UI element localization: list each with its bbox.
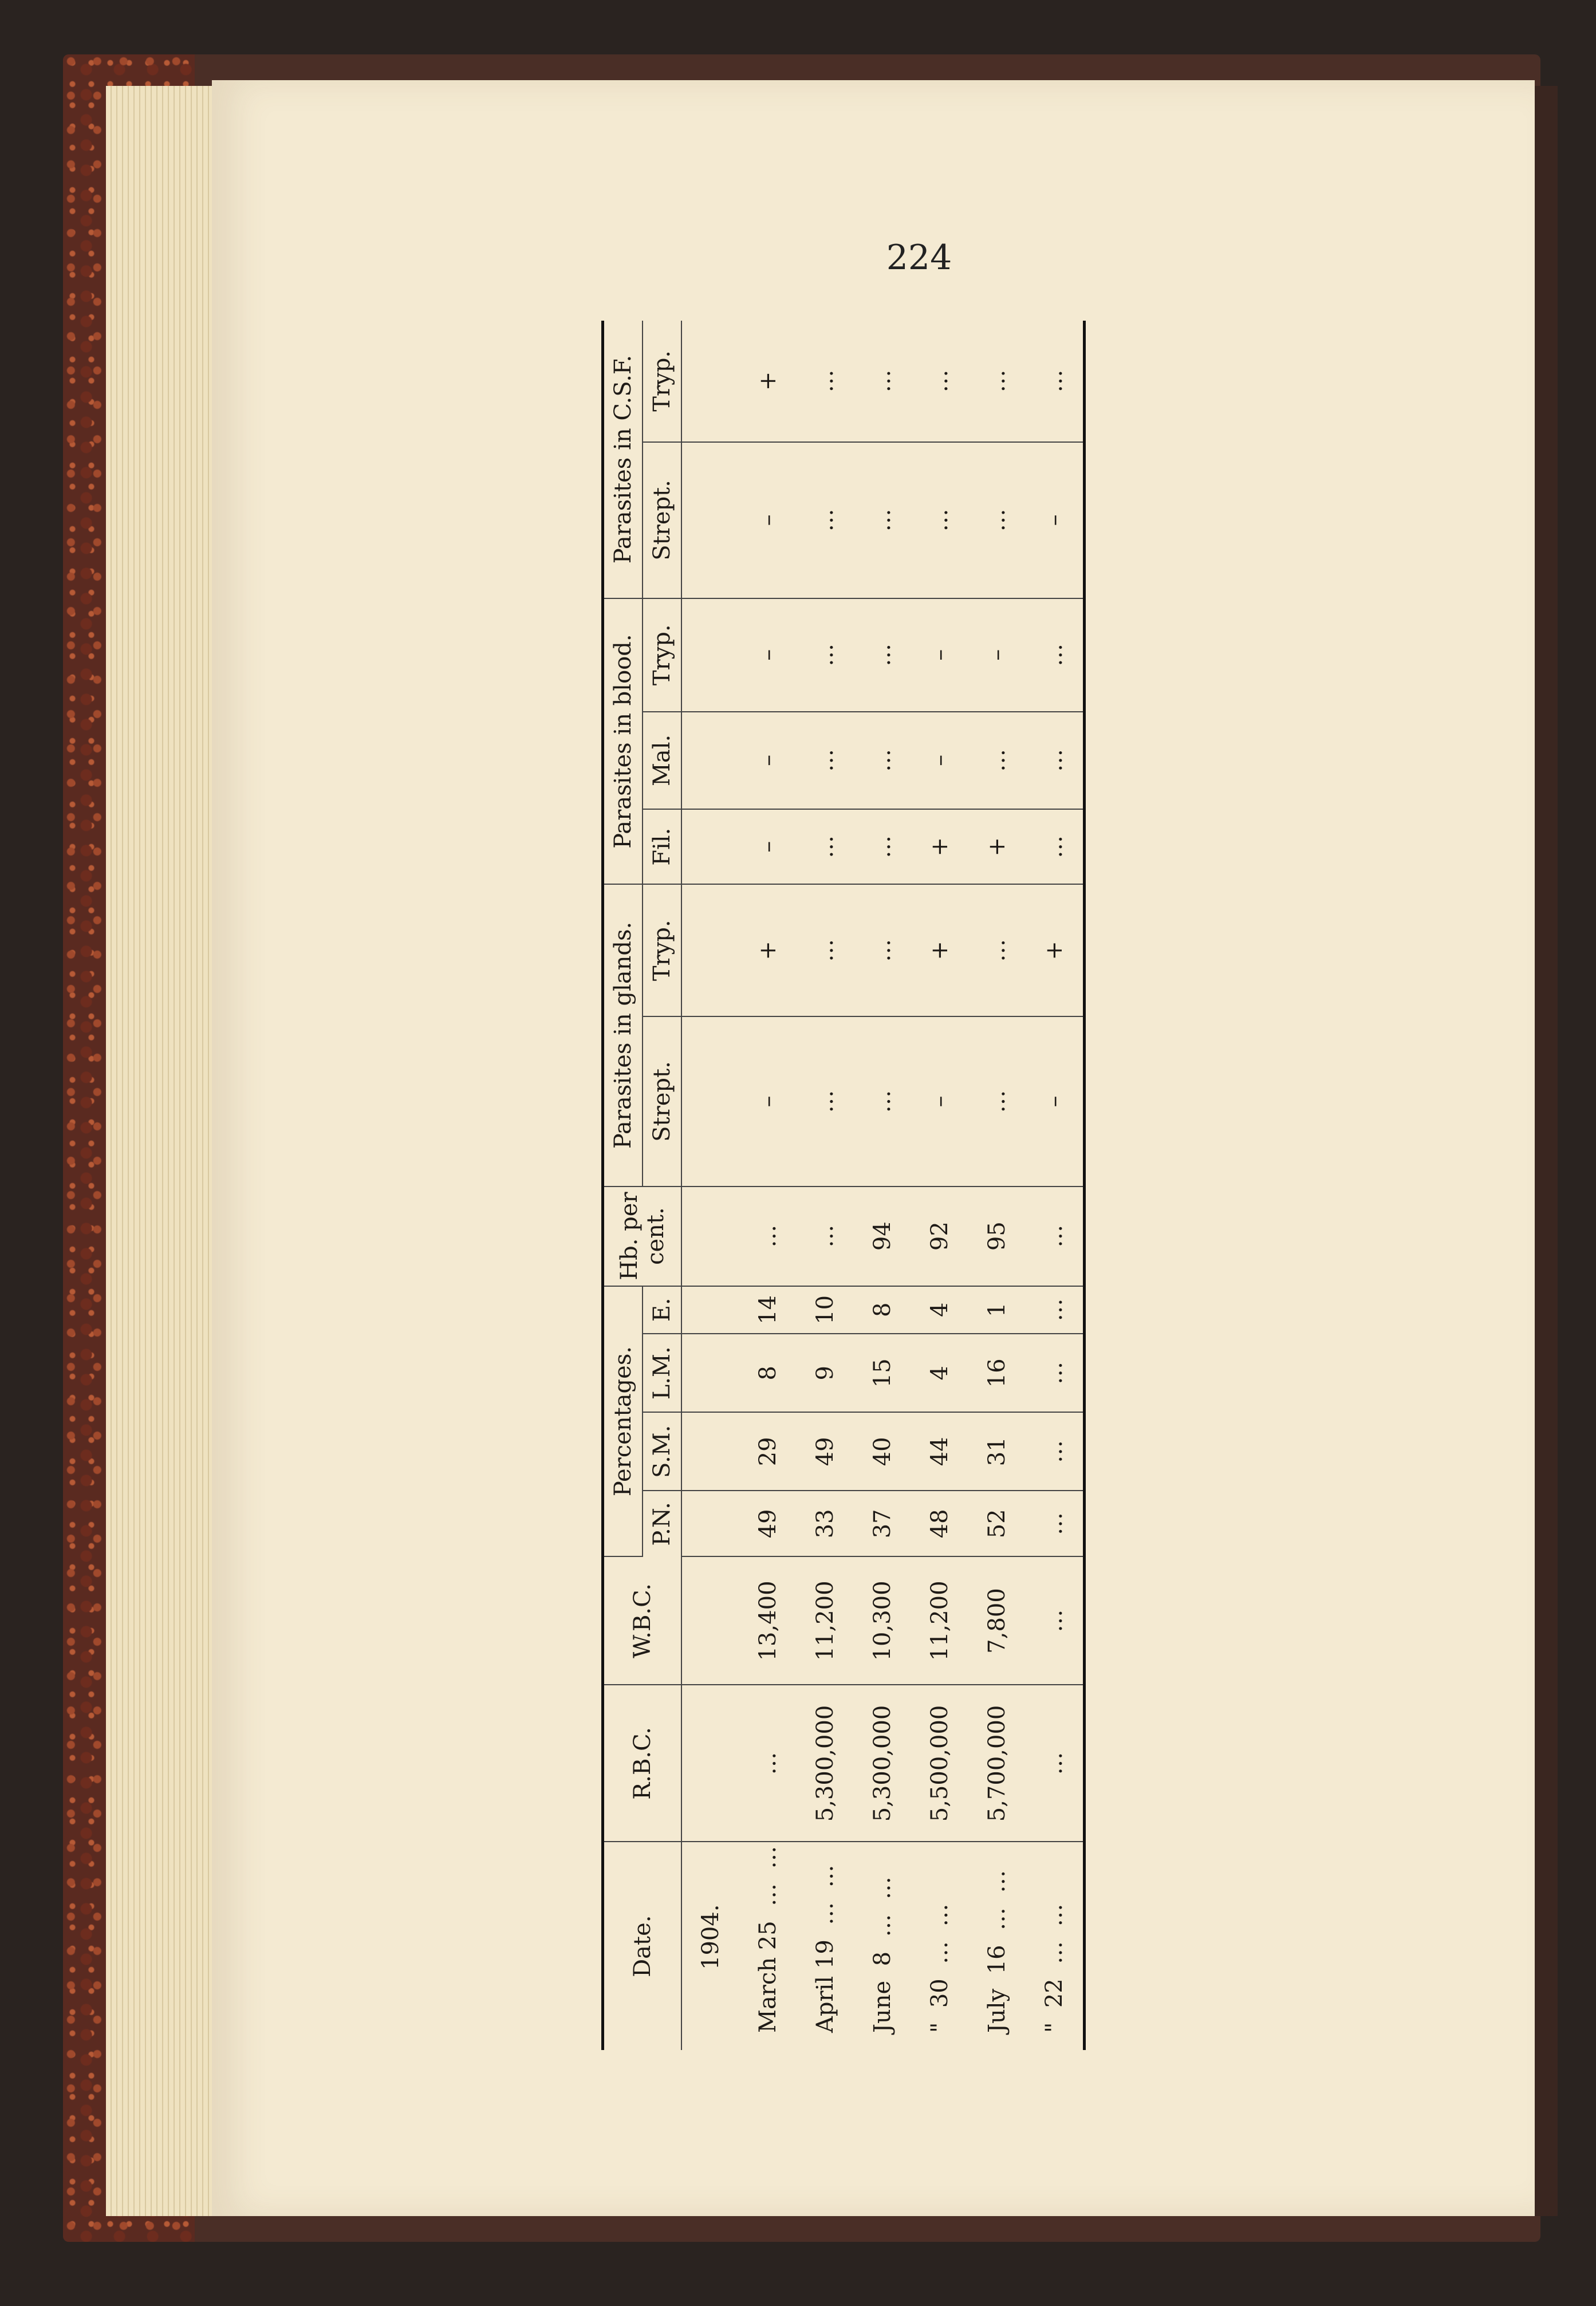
row-lm: 8 [739, 1334, 797, 1412]
header-wbc: W.B.C. [603, 1556, 682, 1685]
row-blood-fil: … [854, 809, 911, 884]
row-rbc: 5,700,000 [968, 1685, 1026, 1842]
row-pn: 37 [854, 1491, 911, 1556]
year-label: 1904. [697, 1904, 724, 1970]
row-blood-mal: … [854, 712, 911, 810]
row-blood-fil: + [968, 809, 1026, 884]
row-blood-fil: … [797, 809, 854, 884]
row-rbc: … [739, 1685, 797, 1842]
year-row [681, 321, 739, 2050]
row-csf-tryp: … [968, 321, 1026, 442]
row-hb: … [1026, 1186, 1085, 1286]
header-sm: S.M. [643, 1412, 681, 1491]
row-lm: 16 [968, 1334, 1026, 1412]
row-pn: 33 [797, 1491, 854, 1556]
header-rbc: R.B.C. [603, 1685, 682, 1842]
header-pn: P.N. [643, 1491, 681, 1556]
row-hb: … [797, 1186, 854, 1286]
row-pn: 48 [911, 1491, 968, 1556]
row-pn: … [1026, 1491, 1085, 1556]
row-date: March 25 … … [755, 1846, 781, 2033]
rotated-table-container [601, 321, 1237, 2050]
row-glands-strept: … [797, 1016, 854, 1186]
row-blood-fil: + [911, 809, 968, 884]
row-blood-mal: … [968, 712, 1026, 810]
row-wbc: 10,300 [854, 1556, 911, 1685]
page-number: 224 [886, 238, 952, 278]
table-row [911, 321, 968, 2050]
row-glands-tryp: … [854, 884, 911, 1016]
table-row [739, 321, 797, 2050]
table-row [1026, 321, 1085, 2050]
row-e: 8 [854, 1286, 911, 1334]
book-spine-shadow [1535, 86, 1558, 2216]
row-lm: 4 [911, 1334, 968, 1412]
row-sm: 49 [797, 1412, 854, 1491]
row-e: 1 [968, 1286, 1026, 1334]
row-blood-mal: – [911, 712, 968, 810]
row-hb: 92 [911, 1186, 968, 1286]
row-e: 4 [911, 1286, 968, 1334]
table-row [968, 321, 1026, 2050]
row-lm: 9 [797, 1334, 854, 1412]
row-sm: … [1026, 1412, 1085, 1491]
row-e: 10 [797, 1286, 854, 1334]
row-wbc: … [1026, 1556, 1085, 1685]
row-blood-tryp: – [911, 598, 968, 712]
row-e: … [1026, 1286, 1085, 1334]
row-csf-strept: – [739, 442, 797, 598]
header-e: E. [643, 1286, 681, 1334]
row-pn: 52 [968, 1491, 1026, 1556]
row-lm: 15 [854, 1334, 911, 1412]
row-csf-strept: – [1026, 442, 1085, 598]
row-csf-tryp: … [1026, 321, 1085, 442]
row-glands-tryp: + [1026, 884, 1085, 1016]
header-blood-mal: Mal. [643, 712, 681, 810]
row-csf-tryp: + [739, 321, 797, 442]
row-blood-tryp: … [797, 598, 854, 712]
header-lm: L.M. [643, 1334, 681, 1412]
row-e: 14 [739, 1286, 797, 1334]
row-lm: … [1026, 1334, 1085, 1412]
header-percentages: Percentages. [603, 1286, 643, 1557]
header-csf-tryp: Tryp. [643, 321, 681, 442]
row-date: " 30 … … [927, 1903, 953, 2033]
row-csf-tryp: … [797, 321, 854, 442]
row-csf-strept: … [797, 442, 854, 598]
row-blood-mal: … [1026, 712, 1085, 810]
row-csf-strept: … [911, 442, 968, 598]
row-blood-tryp: – [968, 598, 1026, 712]
row-csf-tryp: … [854, 321, 911, 442]
row-date: June 8 … … [869, 1877, 896, 2033]
header-parasites-blood: Parasites in blood. [603, 598, 643, 884]
row-glands-tryp: + [911, 884, 968, 1016]
row-glands-tryp: … [797, 884, 854, 1016]
row-csf-strept: … [968, 442, 1026, 598]
header-hb: Hb. per cent. [603, 1186, 682, 1286]
row-glands-strept: – [739, 1016, 797, 1186]
row-sm: 29 [739, 1412, 797, 1491]
row-rbc: … [1026, 1685, 1085, 1842]
row-wbc: 11,200 [911, 1556, 968, 1685]
row-glands-tryp: + [739, 884, 797, 1016]
header-glands-tryp: Tryp. [643, 884, 681, 1016]
row-sm: 44 [911, 1412, 968, 1491]
header-date: Date. [603, 1842, 682, 2050]
row-blood-tryp: – [739, 598, 797, 712]
row-blood-mal: … [797, 712, 854, 810]
table-row [854, 321, 911, 2050]
blood-count-table [601, 321, 1086, 2050]
row-wbc: 7,800 [968, 1556, 1026, 1685]
row-rbc: 5,300,000 [797, 1685, 854, 1842]
row-rbc: 5,300,000 [854, 1685, 911, 1842]
header-glands-strept: Strept. [643, 1016, 681, 1186]
header-blood-tryp: Tryp. [643, 598, 681, 712]
header-blood-fil: Fil. [643, 809, 681, 884]
row-glands-strept: – [1026, 1016, 1085, 1186]
row-csf-tryp: … [911, 321, 968, 442]
row-hb: 95 [968, 1186, 1026, 1286]
row-blood-tryp: … [854, 598, 911, 712]
row-blood-tryp: … [1026, 598, 1085, 712]
row-glands-strept: – [911, 1016, 968, 1186]
row-wbc: 11,200 [797, 1556, 854, 1685]
row-blood-fil: – [739, 809, 797, 884]
table-row [797, 321, 854, 2050]
row-date: " 22 … … [1026, 1842, 1085, 2050]
row-sm: 31 [968, 1412, 1026, 1491]
row-glands-tryp: … [968, 884, 1026, 1016]
row-hb: … [739, 1186, 797, 1286]
row-csf-strept: … [854, 442, 911, 598]
row-date: July 16 … … [984, 1870, 1010, 2033]
row-blood-fil: … [1026, 809, 1085, 884]
row-pn: 49 [739, 1491, 797, 1556]
page-edges [106, 86, 220, 2216]
row-wbc: 13,400 [739, 1556, 797, 1685]
header-csf-strept: Strept. [643, 442, 681, 598]
header-row-1 [603, 321, 643, 2050]
row-sm: 40 [854, 1412, 911, 1491]
header-parasites-csf: Parasites in C.S.F. [603, 321, 643, 598]
row-blood-mal: – [739, 712, 797, 810]
row-glands-strept: … [968, 1016, 1026, 1186]
row-hb: 94 [854, 1186, 911, 1286]
header-parasites-glands: Parasites in glands. [603, 884, 643, 1186]
row-rbc: 5,500,000 [911, 1685, 968, 1842]
row-date: April 19 … … [812, 1864, 838, 2033]
row-glands-strept: … [854, 1016, 911, 1186]
